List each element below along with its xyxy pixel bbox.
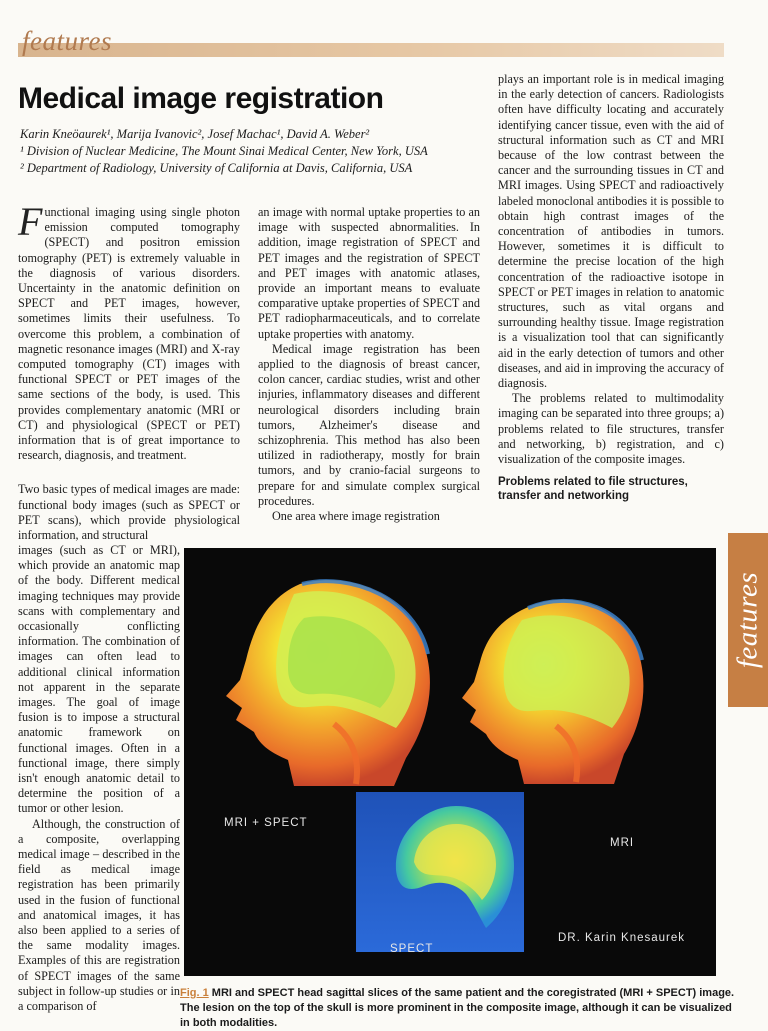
subheading: Problems related to file structures, transfer and networking (498, 476, 688, 503)
affiliation-1: ¹ Division of Nuclear Medicine, The Mount Sinai Medical Center, New York, USA (20, 144, 428, 158)
figure-panel (184, 548, 716, 976)
drop-cap: F (18, 199, 43, 244)
spect-slice (356, 792, 524, 952)
section-label: features (22, 26, 112, 56)
section-side-tab (728, 533, 768, 707)
figure-caption (180, 986, 740, 1031)
intro-paragraph: Functional imaging using single photon emission computed tomography (SPECT) and positron emission tomography (PET) is extremely valuable in the diagnosis of various disorders. Uncertainty in the anatomic definition on SPECT and PET images, however, sometimes limits their usefulness. To overcome this problem, a combination of magnetic resonance images (MRI) and X-ray computed tomography (CT) images with functional SPECT or PET images of the same sections of the body, is used. This provides complementary anatomic (MRI or CT) and physiological (SPECT or PET) information that is of great importance to research, diagnosis, and treatment. (18, 199, 240, 463)
paragraph: plays an important role is in medical imaging in the early detection of cancers. Radiologists often have difficulty locating and accurately identifying cancer tissue, even with the aid of structural information such as CT and MRI because of the low contrast between the cancer and the surrounding tissues in CT and MRI images. Using SPECT and radioactively labeled monoclonal antibodies it is possible to obtain high contrast images of the concentration of antibodies in tumors. However, sometimes it is difficult to determine the precise location of the high concentration of the radioactive isotope in SPECT or PET images in relation to anatomic structures, such as vital organs and surrounding healthy tissue. Image registration is a visualization tool that can significantly aid in the early detection of tumors and other diseases, and aid in improving the accuracy of diagnosis. (498, 72, 724, 391)
article-title: Medical image registration (18, 82, 384, 115)
affiliation-2: ² Department of Radiology, University of California at Davis, California, USA (20, 161, 413, 175)
paragraph: One area where image registration (272, 509, 440, 524)
figure-reference-link[interactable]: Fig. 1 (180, 987, 209, 999)
author-list: Karin Kneöaurek¹, Marija Ivanovic², Josef Machac¹, David A. Weber² (20, 127, 370, 141)
paragraph: Although, the construction of a composite, overlapping medical image – described in the field as medical image registration has been primarily used in the fusion of functional and anatomical images, it has also been applied to a series of the same modality images. Examples of this are registration of SPECT images of the same subject in follow-up studies or in a comparison of (18, 816, 180, 1014)
column-1-wrap (18, 543, 180, 1014)
paragraph: Two basic types of medical images are made: functional body images (such as SPECT or PET scans), which provide physiological information, and structural (18, 482, 240, 543)
label-mri-spect: MRI + SPECT (224, 817, 308, 829)
paragraph: an image with normal uptake properties to an image with suspected abnormalities. In addition, image registration of SPECT and PET images and the registration of SPECT and PET images with anatomic atlases, provide an important means to evaluate comparative uptake properties of SPECT and PET radiopharmaceuticals, and to correlate uptake properties with anatomy. (258, 205, 480, 341)
figure-credit: DR. Karin Knesaurek (558, 932, 686, 944)
section-header-bar (18, 43, 724, 57)
head-mri-spect (226, 580, 430, 786)
author-block (20, 126, 490, 177)
caption-text: MRI and SPECT head sagittal slices of the same patient and the coregistrated (MRI + SPECT) image. The lesion on the top of the skull is more prominent in the composite image, although it can be visualized in both modalities. (180, 987, 735, 1029)
paragraph: The problems related to multimodality imaging can be separated into three groups; a) problems related to file structures, transfer and networking, b) registration, and c) visualization of the composite images. (498, 391, 724, 467)
head-mri (462, 600, 643, 784)
label-mri: MRI (610, 837, 635, 849)
figure-image (184, 548, 716, 976)
column-3 (498, 72, 724, 503)
paragraph: images (such as CT or MRI), which provide an anatomic map of the body. Different medical imaging techniques may provide scans with complementary and occasionally conflicting information. The combination of images can often lead to additional clinical information not apparent in the separate images. The goal of image fusion is to impose a structural anatomic framework on functional images. Often in a functional image, there simply isn't enough anatomic detail to determine the position of a tumor or other lesion. (18, 543, 180, 816)
label-spect: SPECT (390, 943, 434, 955)
side-tab-label: features (731, 571, 764, 669)
column-1 (18, 199, 240, 543)
paragraph: Medical image registration has been applied to the diagnosis of breast cancer, colon cancer, cardiac studies, wrist and other injuries, inflammatory diseases and different neurological disorders including brain tumors, Alzheimer's disease and schizophrenia. This method has also been utilized in radiotherapy, mostly for brain tumors, and by cranio-facial surgeons to prepare for and simulate complex surgical procedures. (258, 341, 480, 508)
column-2 (258, 205, 480, 524)
